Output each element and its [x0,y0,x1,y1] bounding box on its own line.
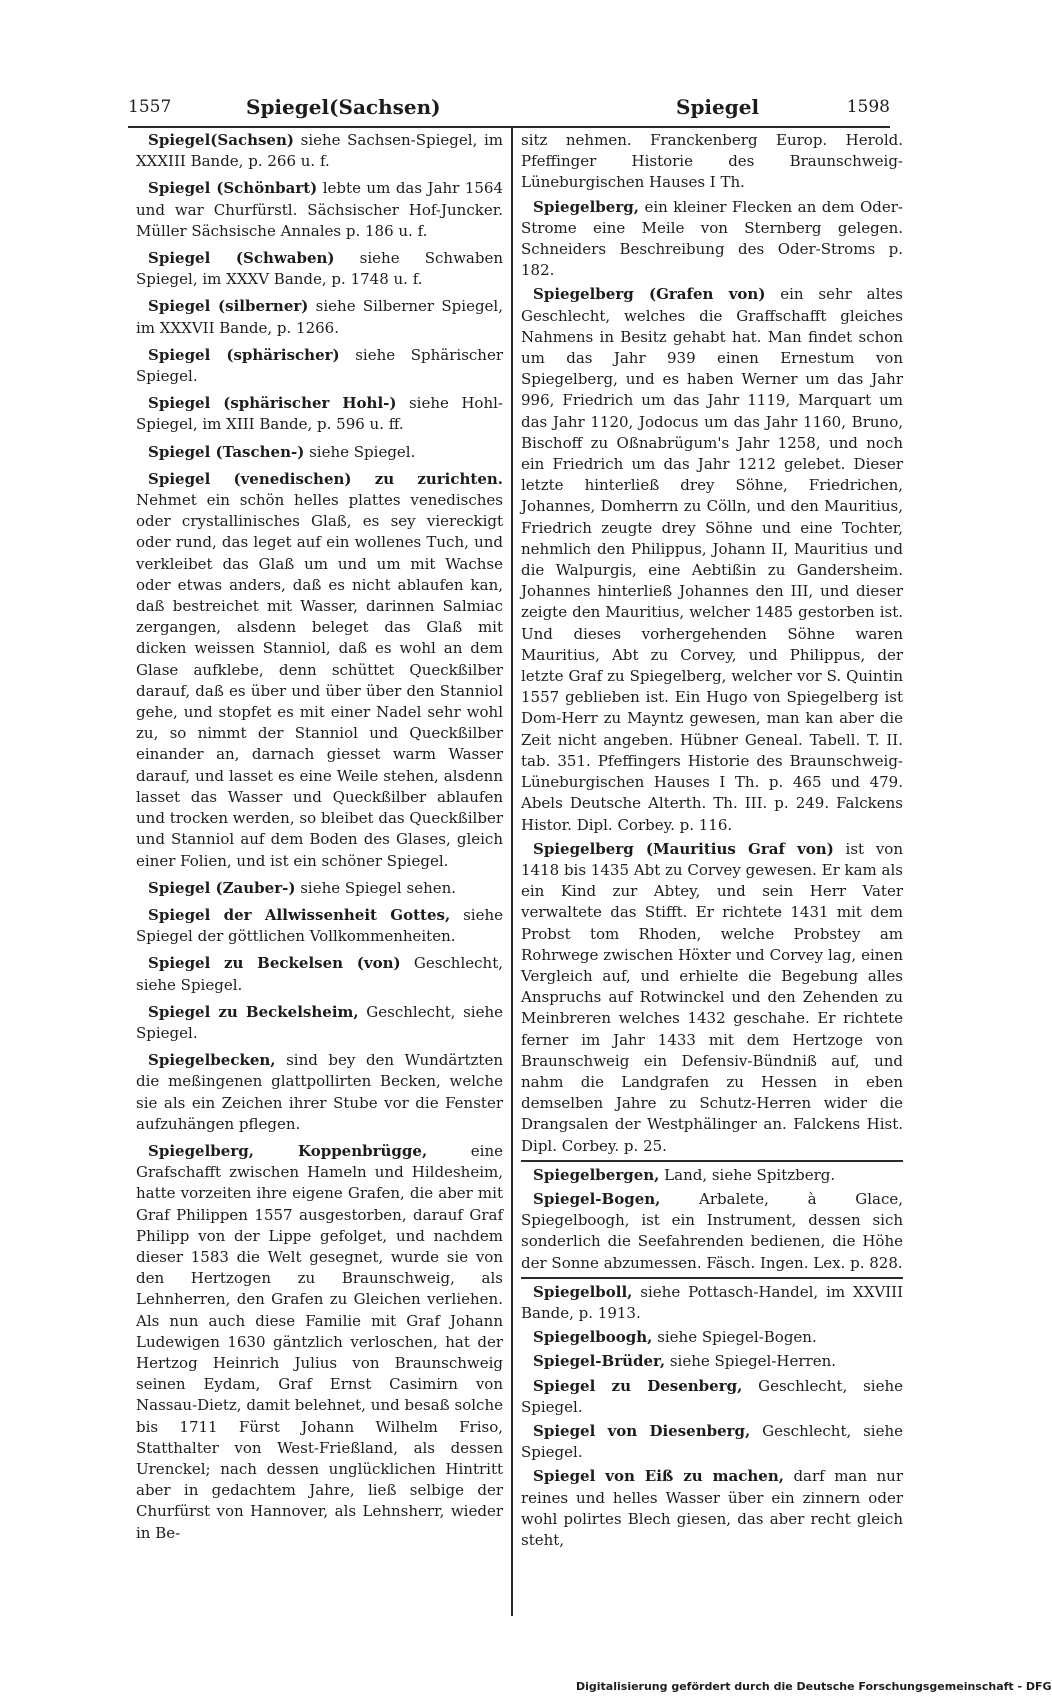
left-column [136,130,503,1618]
entry-headword: Spiegel (sphärischer Hohl-) [148,394,397,413]
entry-headword: Spiegelbecken, [148,1051,276,1070]
dictionary-entry [136,1050,503,1135]
entry-text: siehe Spiegel-Herren. [665,1352,837,1371]
right-running-title: Spiegel [676,95,760,119]
digitization-credit: Digitalisierung gefördert durch die Deutsche Forschungsgemeinschaft - DFG [576,1680,1052,1693]
entry-text: Geschlecht, siehe Spiegel. [136,954,503,994]
entry-headword: Spiegel (venedischen) zu zurichten. [148,469,503,488]
entry-text: Geschlecht, siehe Spiegel. [521,1421,903,1462]
dictionary-entry [136,130,503,172]
entry-text: siehe Schwaben Spiegel, im XXXV Bande, p. 1748 u. f. [136,249,503,289]
entry-headword: Spiegel zu Beckelsheim, [148,1002,359,1021]
entry-headword: Spiegel von Diesenberg, [533,1421,751,1440]
entry-text: sitz nehmen. Franckenberg Europ. Herold. Pfeffinger Historie des Braunschweig-Lüneburgischen Hauses I Th. [521,131,903,192]
entry-headword: Spiegelberg (Mauritius Graf von) [533,839,834,858]
entry-headword: Spiegel der Allwissenheit Gottes, [148,905,451,924]
dictionary-entry [521,1466,903,1551]
entry-text: Nehmet ein schön helles plattes venedisches oder crystallinisches Glaß, es sey viereckigt oder rund, das leget auf ein wollenes Tuch, und verkleibet das Glaß um und um mit Wachse oder etwas anders, daß es nicht ablaufen kan, daß bestreichet mit Wasser, darinnen Salmiac zergangen, alsdenn beleget das Glaß mit dicken weissen Stanniol, daß es wohl an dem Glase aufklebe, denn schüttet Queckßilber darauf, daß es über und über über den Stanniol gehe, und stopfet es mit einer Nadel sehr wohl zu, so nimmt der Stanniol und Queckßilber einander an, darnach giesset warm Wasser darauf, und lasset es eine Weile stehen, alsdenn lasset das Wasser und Queckßilber ablaufen und trocken werden, so bleibet das Queckßilber und Stanniol auf dem Boden des Glases, gleich einer Folien, und ist ein schöner Spiegel. [136,491,503,870]
dictionary-entry [136,878,503,899]
entry-text: Geschlecht, siehe Spiegel. [521,1376,903,1416]
dictionary-entry [521,1421,903,1463]
entry-headword: Spiegelboll, [533,1282,633,1301]
entry-headword: Spiegelberg, [533,197,639,216]
entry-headword: Spiegel (Zauber-) [148,878,296,897]
entry-headword: Spiegel (sphärischer) [148,345,340,364]
entry-text: darf man nur reines und helles Wasser über ein zinnern oder wohl polirtes Blech giesen, das aber recht gleich steht, [521,1467,904,1549]
entry-text: siehe Spiegel sehen. [295,878,457,897]
dictionary-entry [521,1376,903,1418]
dictionary-entry [136,953,503,995]
entry-text: siehe Spiegel. [304,442,416,461]
dictionary-entry [136,178,503,242]
entry-text: siehe Spiegel der göttlichen Vollkommenheiten. [136,905,503,946]
entry-text: siehe Sachsen-Spiegel, im XXXIII Bande, p. 266 u. f. [136,131,503,171]
dictionary-entry [521,284,903,835]
dictionary-entry [136,1002,503,1044]
dictionary-entry [521,197,903,282]
entry-headword: Spiegel-Bogen, [533,1189,661,1208]
dictionary-entry [136,469,503,872]
entry-headword: Spiegelberg, Koppenbrügge, [148,1141,428,1160]
entry-headword: Spiegel von Eiß zu machen, [533,1467,784,1486]
entry-headword: Spiegel zu Desenberg, [533,1376,743,1395]
entry-text: ein kleiner Flecken an dem Oder-Strome eine Meile von Sternberg gelegen. Schneiders Beschreibung des Oder-Stroms p. 182. [521,197,903,280]
dictionary-entry [521,1327,903,1348]
entry-headword: Spiegel zu Beckelsen (von) [148,954,401,973]
entry-headword: Spiegel(Sachsen) [148,131,294,149]
dictionary-entry-continuation [521,130,903,194]
entry-text: Arbalete, à Glace, Spiegelboogh, ist ein Instrument, dessen sich sonderlich die Seefahrenden bedienen, die Höhe der Sonne abzumessen. Fäsch. Ingen. Lex. p. 828. [521,1189,903,1272]
entry-text: siehe Pottasch-Handel, im XXVIII Bande, p. 1913. [521,1282,903,1322]
entry-text: siehe Spiegel-Bogen. [652,1328,817,1347]
entry-text: lebte um das Jahr 1564 und war Churfürstl. Sächsischer Hof-Juncker. Müller Sächsische Annales p. 186 u. f. [136,179,504,240]
entry-headword: Spiegel (Schwaben) [148,249,335,268]
dictionary-entry [521,1277,903,1324]
dictionary-entry [136,393,503,435]
entry-text: sind bey den Wundärtzten die meßingenen glattpollirten Becken, welche sie als ein Zeichen ihrer Stube vor die Fenster aufzuhängen pflegen. [136,1051,503,1133]
dictionary-entry [521,1351,903,1372]
entry-text: eine Grafschafft zwischen Hameln und Hildesheim, hatte vorzeiten ihre eigene Grafen, die aber mit Graf Philippen 1557 ausgestorben, darauf Graf Philipp von der Lippe gefolget, und nachdem dieser 1583 die Welt gesegnet, wurde sie von den Hertzogen zu Braunschweig, als Lehnherren, den Grafen zu Gleichen verliehen. Als nun auch diese Familie mit Graf Johann Ludewigen 1630 gäntzlich verloschen, hat der Hertzog Heinrich Julius von Braunschweig seinen Eydam, Graf Ernst Casimirn von Nassau-Dietz, damit belehnet, und besaß solche bis 1711 Fürst Johann Wilhelm Friso, Statthalter von West-Frießland, als dessen Urenckel; nach dessen unglücklichen Hintritt aber in gedachtem Jahre, ließ selbige der Churfürst von Hannover, als Lehnsherr, wieder in Be- [136,1141,504,1542]
entry-headword: Spiegel-Brüder, [533,1352,666,1371]
entry-headword: Spiegelboogh, [533,1328,653,1347]
entry-headword: Spiegel (silberner) [148,297,309,316]
column-divider [511,128,513,1616]
entry-headword: Spiegelberg (Grafen von) [533,285,766,304]
header-rule [128,126,890,128]
entry-headword: Spiegelbergen, [533,1165,660,1184]
entry-text: siehe Sphärischer Spiegel. [136,345,503,386]
entry-text: Land, siehe Spitzberg. [659,1165,836,1184]
entry-text: siehe Silberner Spiegel, im XXXVII Bande, p. 1266. [136,297,503,337]
entry-text: siehe Hohl-Spiegel, im XIII Bande, p. 596 u. ff. [136,394,503,434]
right-page-number: 1598 [846,97,890,117]
dictionary-entry [136,905,503,947]
dictionary-entry [136,442,503,463]
dictionary-entry [136,1141,503,1544]
dictionary-entry [521,839,903,1157]
right-column [521,130,903,1618]
dictionary-entry [136,296,503,338]
entry-text: Geschlecht, siehe Spiegel. [136,1002,503,1042]
dictionary-entry [521,1160,903,1186]
left-page-number: 1557 [128,97,172,117]
dictionary-entry [136,345,503,387]
entry-text: ein sehr altes Geschlecht, welches die Graffschafft gleiches Nahmens in Besitz gehabt hat. Man findet schon um das Jahr 939 einen Ernestum von Spiegelberg, und es haben Werner um das Jahr 996, Friedrich um das Jahr 1119, Marquart um das Jahr 1120, Jodocus um das Jahr 1160, Bruno, Bischoff zu Oßnabrügum's Jahr 1258, und noch ein Friedrich um das Jahr 1212 gelebet. Dieser letzte hinterließ drey Söhne, Friedrichen, Johannes, Domherrn zu Cölln, und den Mauritius, Friedrich zeugte drey Söhne und eine Tochter, nehmlich den Philippus, Johann II, Mauritius und die Walpurgis, eine Aebtißin zu Gandersheim. Johannes hinterließ Johannes den III, und dieser zeigte den Mauritius, welcher 1485 gestorben ist. Und dieses vorhergehenden Söhne waren Mauritius, Abt zu Corvey, und Philippus, der letzte Graf zu Spiegelberg, welcher vor S. Quintin 1557 geblieben ist. Ein Hugo von Spiegelberg ist Dom-Herr zu Mayntz gewesen, man kan aber die Zeit nicht angeben. Hübner Geneal. Tabell. T. II. tab. 351. Pfeffingers Historie des Braunschweig-Lüneburgischen Hauses I Th. p. 465 und 479. Abels Deutsche Alterth. Th. III. p. 249. Falckens Histor. Dipl. Corbey. p. 116. [521,285,903,834]
page-header [128,92,890,126]
dictionary-entry [136,248,503,290]
entry-headword: Spiegel (Schönbart) [148,179,318,198]
dictionary-entry [521,1189,903,1274]
entry-text: ist von 1418 bis 1435 Abt zu Corvey gewesen. Er kam als ein Kind zur Abtey, und sein Herr Vater verwaltete das Stifft. Er richtete 1431 mit dem Probst tom Rhoden, welche Probstey am Rohrwege zwischen Höxter und Corvey lag, einen Vergleich auf, und erhielte die Begebung alles Anspruchs auf Rotwinckel und den Zehenden zu Meinbreren welches 1432 geschahe. Er richtete ferner im Jahr 1433 mit dem Hertzoge von Braunschweig ein Defensiv-Bündniß auf, und nahm die Landgrafen zu Hessen in eben demselben Jahre zu Schutz-Herren wider die Drangsalen der Westphälinger an. Falckens Hist. Dipl. Corbey. p. 25. [521,839,903,1155]
left-running-title: Spiegel(Sachsen) [246,95,441,119]
entry-headword: Spiegel (Taschen-) [148,442,305,461]
